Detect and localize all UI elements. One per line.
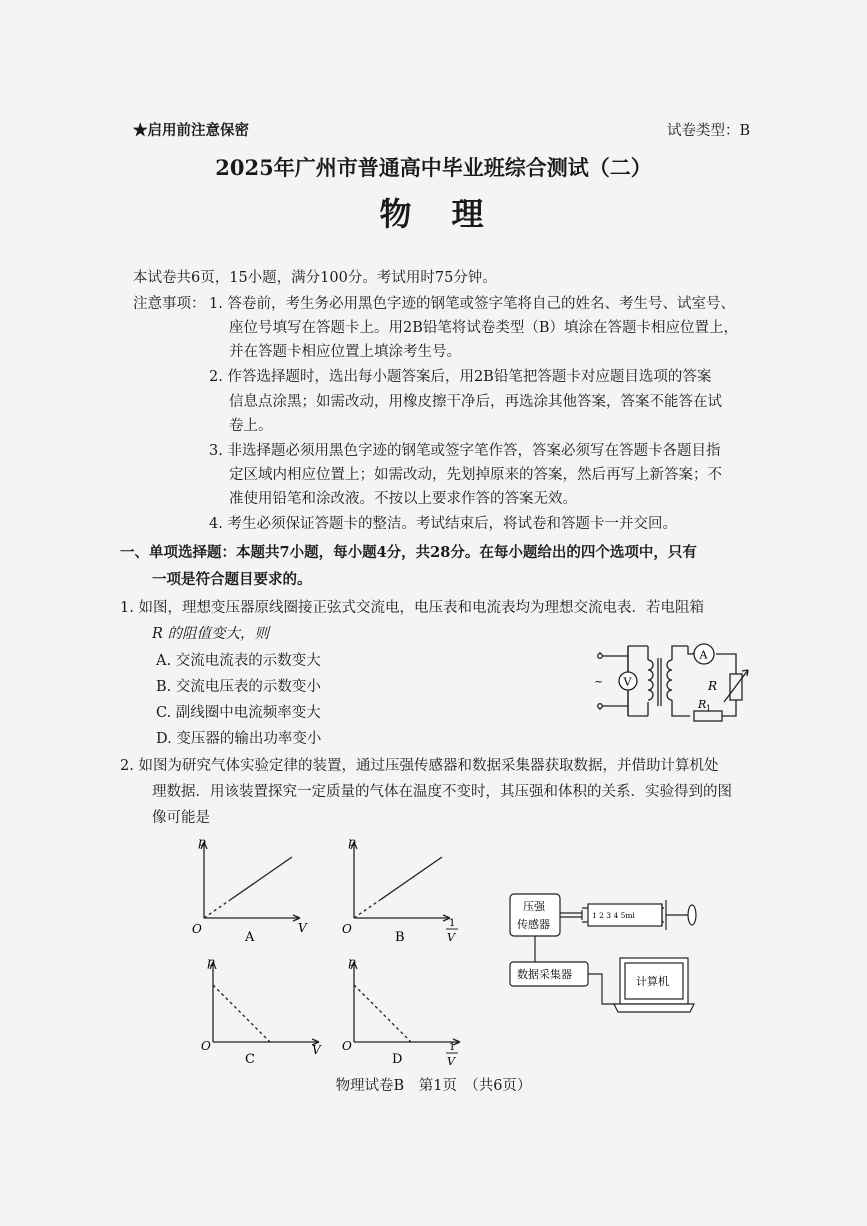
q1-stem-line-2: R 的阻值变大，则	[152, 626, 270, 642]
graph-c-xlabel: V	[312, 1043, 321, 1057]
resistor-r-label: R	[708, 679, 718, 693]
graph-c-letter: C	[245, 1052, 255, 1067]
graph-d-xlabel-den: V	[447, 1055, 455, 1068]
notice-1-line-2: 座位号填写在答题卡上。用2B铅笔将试卷类型（B）填涂在答题卡相应位置上，	[229, 320, 739, 336]
notice-3-line-1: 3. 非选择题必须用黑色字迹的钢笔或签字笔作答，答案必须写在答题卡各题目指	[209, 443, 721, 459]
confidential-label: ★启用前注意保密	[133, 122, 249, 139]
sensor-label-line-2: 传感器	[517, 918, 550, 931]
notice-1-line-1: 1. 答卷前，考生务必用黑色字迹的钢笔或签字笔将自己的姓名、考生号、试室号、	[209, 296, 735, 312]
page-footer: 物理试卷B 第1页 （共6页）	[335, 1078, 532, 1094]
graph-a	[190, 830, 320, 945]
graph-b-xlabel-den: V	[447, 931, 455, 944]
graph-c	[195, 950, 325, 1068]
notice-2-line-2: 信息点涂黑；如需改动，用橡皮擦干净后，再选涂其他答案，答案不能答在试	[229, 394, 722, 410]
graph-a-ylabel: p	[198, 835, 206, 849]
section-1-heading: 一、单项选择题：本题共7小题，每小题4分，共28分。在每小题给出的四个选项中，只有	[120, 544, 697, 561]
q2-apparatus-diagram	[498, 888, 713, 1023]
notice-label: 注意事项：	[133, 296, 206, 312]
q1-circuit-diagram	[590, 638, 760, 728]
graph-d-xlabel-num: 1	[449, 1042, 456, 1053]
graph-b-letter: B	[395, 930, 405, 945]
voltmeter-label: V	[623, 675, 632, 689]
collector-label: 数据采集器	[517, 968, 572, 981]
q2-stem-line-1: 2. 如图为研究气体实验定律的装置，通过压强传感器和数据采集器获取数据，并借助计算机处	[120, 758, 719, 774]
subject-title: 物 理	[379, 195, 488, 233]
graph-a-origin: O	[192, 922, 202, 936]
ac-source-symbol: ~	[594, 675, 604, 688]
graph-d-origin: O	[342, 1039, 352, 1053]
sensor-label-line-1: 压强	[523, 900, 545, 913]
q1-stem-line-1: 1. 如图，理想变压器原线圈接正弦式交流电，电压表和电流表均为理想交流电表．若电阻箱	[120, 600, 704, 616]
graph-c-origin: O	[201, 1039, 211, 1053]
graph-d	[340, 950, 475, 1070]
q2-stem-line-2: 理数据．用该装置探究一定质量的气体在温度不变时，其压强和体积的关系．实验得到的图	[152, 784, 732, 800]
graph-b	[340, 830, 470, 948]
intro-text: 本试卷共6页，15小题，满分100分。考试用时75分钟。	[133, 270, 497, 286]
graph-b-xlabel-num: 1	[449, 918, 456, 929]
notice-3-line-2: 定区域内相应位置上；如需改动，先划掉原来的答案，然后再写上新答案；不	[229, 467, 722, 483]
graph-d-letter: D	[392, 1052, 403, 1067]
q1-option-d: D. 变压器的输出功率变小	[156, 731, 322, 747]
q1-option-c: C. 副线圈中电流频率变大	[156, 705, 321, 721]
graph-d-ylabel: p	[348, 955, 356, 969]
graph-b-origin: O	[342, 922, 352, 936]
ammeter-label: A	[699, 648, 708, 662]
notice-1-line-3: 并在答题卡相应位置上填涂考生号。	[229, 344, 461, 360]
syringe-scale-label: 1 2 3 4 5ml	[592, 911, 635, 920]
paper-type-label: 试卷类型：B	[667, 123, 751, 139]
computer-label: 计算机	[636, 975, 669, 988]
resistor-r1-label: R	[698, 698, 707, 711]
q1-option-b: B. 交流电压表的示数变小	[156, 679, 321, 695]
graph-a-xlabel: V	[298, 921, 307, 935]
resistor-r1-subscript: 1	[706, 704, 712, 713]
notice-2-line-1: 2. 作答选择题时，选出每小题答案后，用2B铅笔把答题卡对应题目选项的答案	[209, 369, 712, 385]
q2-stem-line-3: 像可能是	[152, 810, 210, 826]
section-1-heading-2: 一项是符合题目要求的。	[152, 571, 312, 588]
graph-a-letter: A	[245, 930, 255, 945]
q1-option-a: A. 交流电流表的示数变大	[156, 653, 321, 669]
notice-2-line-3: 卷上。	[229, 418, 273, 434]
graph-c-ylabel: p	[207, 955, 215, 969]
graph-b-ylabel: p	[348, 835, 356, 849]
exam-title: 2025年广州市普通高中毕业班综合测试（二）	[215, 155, 652, 180]
notice-4-line-1: 4. 考生必须保证答题卡的整洁。考试结束后，将试卷和答题卡一并交回。	[209, 516, 677, 532]
notice-3-line-3: 准使用铅笔和涂改液。不按以上要求作答的答案无效。	[229, 491, 577, 507]
